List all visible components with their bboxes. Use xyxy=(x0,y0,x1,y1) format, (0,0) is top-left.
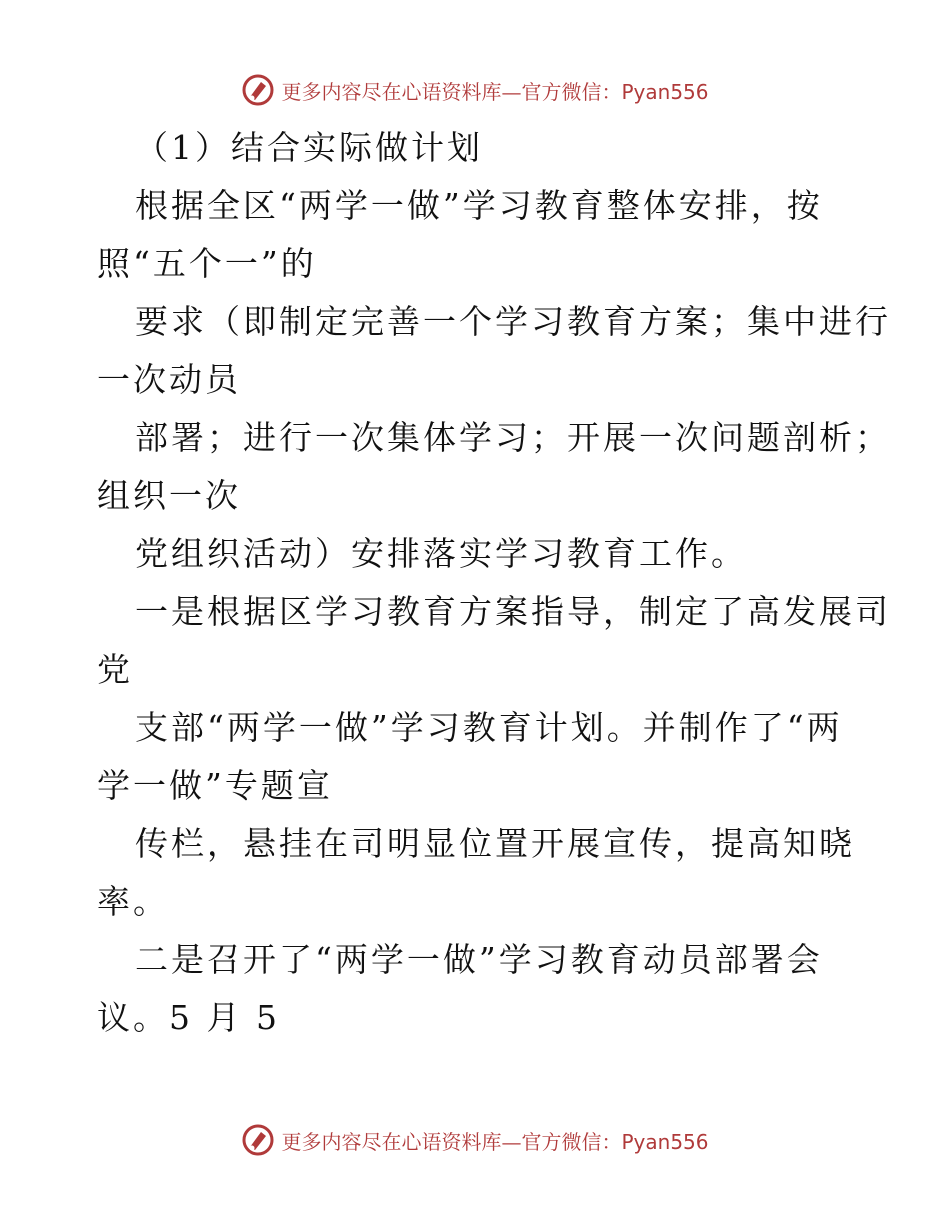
pen-nib-logo-icon xyxy=(241,73,275,107)
watermark-text: 更多内容尽在心语资料库—官方微信：Pyan556 xyxy=(281,1129,709,1154)
section-heading: （1）结合实际做计划 xyxy=(135,128,483,167)
paragraph-line: 照“五个一”的 xyxy=(97,244,317,283)
paragraph-line: 党组织活动）安排落实学习教育工作。 xyxy=(135,534,747,573)
paragraph-line: 党 xyxy=(97,650,133,689)
paragraph-line: 率。 xyxy=(97,882,169,921)
paragraph-line: 要求（即制定完善一个学习教育方案；集中进行 xyxy=(135,302,891,341)
watermark-footer xyxy=(0,1120,950,1160)
paragraph-line: 议。5 月 5 xyxy=(97,998,280,1037)
paragraph-line: 支部“两学一做”学习教育计划。并制作了“两 xyxy=(135,708,843,747)
paragraph-line: 部署；进行一次集体学习；开展一次问题剖析； xyxy=(135,418,891,457)
paragraph-line: 组织一次 xyxy=(97,476,241,515)
pen-nib-logo-icon xyxy=(241,1123,275,1157)
paragraph-line: 一次动员 xyxy=(97,360,241,399)
paragraph-line: 二是召开了“两学一做”学习教育动员部署会 xyxy=(135,940,823,979)
paragraph-line: 学一做”专题宣 xyxy=(97,766,333,805)
paragraph-line: 传栏，悬挂在司明显位置开展宣传，提高知晓 xyxy=(135,824,855,863)
watermark-text: 更多内容尽在心语资料库—官方微信：Pyan556 xyxy=(281,79,709,104)
watermark-header xyxy=(0,70,950,110)
paragraph-line: 根据全区“两学一做”学习教育整体安排，按 xyxy=(135,186,823,225)
paragraph-line: 一是根据区学习教育方案指导，制定了高发展司 xyxy=(135,592,891,631)
